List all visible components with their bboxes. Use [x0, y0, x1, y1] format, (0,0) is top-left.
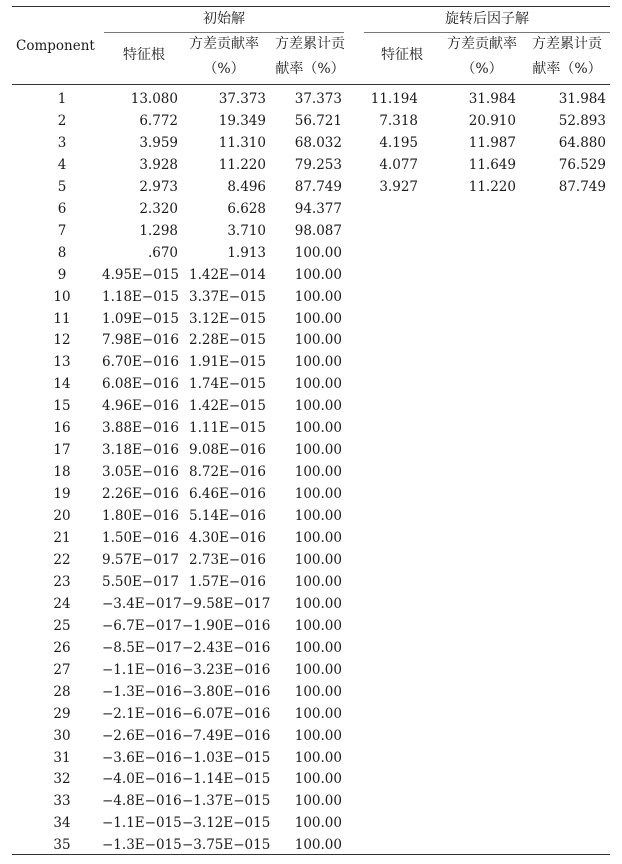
cell-cumulative: 94.377 — [294, 200, 342, 217]
cell-eigen: 3.959 — [139, 134, 178, 151]
cell-cumulative: 100.00 — [294, 837, 342, 854]
cell-eigen: 3.05E−016 — [102, 464, 179, 481]
cell-variance: 1.91E−015 — [189, 354, 266, 371]
cell-variance: −1.03E−015 — [182, 749, 271, 766]
cell-cumulative: 100.00 — [294, 398, 342, 415]
cell-eigen: 6.08E−016 — [102, 376, 179, 393]
cell-variance: 19.349 — [218, 112, 266, 129]
cell-eigen: −1.3E−015 — [102, 837, 182, 854]
cell-cumulative-rotated: 31.984 — [558, 91, 606, 107]
cell-variance: 5.14E−016 — [189, 508, 266, 525]
cell-cumulative: 68.032 — [294, 134, 342, 151]
cell-variance: 1.42E−014 — [189, 266, 266, 283]
cell-cumulative: 100.00 — [294, 749, 342, 766]
cell-cumulative: 100.00 — [294, 464, 342, 481]
cell-component: 10 — [53, 288, 71, 305]
cell-variance: 3.12E−015 — [189, 310, 266, 327]
cell-cumulative: 100.00 — [294, 486, 342, 503]
header-var-line2: （%） — [203, 61, 245, 77]
cell-variance: 8.496 — [227, 178, 266, 195]
cell-component: 23 — [53, 573, 71, 590]
cell-cumulative: 100.00 — [294, 508, 342, 525]
cell-eigen: −6.7E−017 — [102, 617, 182, 634]
header-component: Component — [16, 38, 95, 54]
header-cum-line1: 方差累计贡 — [275, 36, 345, 52]
cell-eigen: 1.80E−016 — [102, 508, 179, 525]
cell-eigen: 6.70E−016 — [102, 354, 179, 371]
cell-variance: −1.37E−015 — [182, 793, 271, 810]
cell-component: 20 — [53, 508, 71, 525]
cell-component: 19 — [53, 486, 71, 503]
cell-component: 3 — [57, 134, 67, 151]
cell-component: 1 — [57, 91, 67, 107]
cell-eigen: 9.57E−017 — [102, 551, 179, 568]
cell-cumulative: 100.00 — [294, 244, 342, 261]
cell-eigen: 3.88E−016 — [102, 420, 179, 437]
cell-component: 2 — [57, 112, 67, 129]
cell-cumulative: 100.00 — [294, 266, 342, 283]
cell-eigen: 3.928 — [139, 156, 178, 173]
header-eigen: 特征根 — [123, 47, 165, 63]
cell-cumulative: 37.373 — [294, 91, 342, 107]
cell-eigen: −1.1E−015 — [102, 815, 182, 832]
cell-cumulative-rotated: 87.749 — [558, 178, 606, 195]
cell-component: 28 — [53, 683, 71, 700]
cell-eigen: 5.50E−017 — [102, 573, 179, 590]
cell-variance-rotated: 11.649 — [468, 156, 516, 173]
cell-variance: −9.58E−017 — [182, 595, 271, 612]
cell-eigen: 1.298 — [139, 222, 178, 239]
top-rule — [12, 6, 610, 7]
cell-component: 7 — [57, 222, 67, 239]
cell-eigen: .670 — [147, 244, 178, 261]
cell-variance: 11.220 — [218, 156, 266, 173]
cell-cumulative: 100.00 — [294, 617, 342, 634]
cell-component: 22 — [53, 551, 71, 568]
cell-component: 30 — [53, 727, 71, 744]
cell-eigen: 3.18E−016 — [102, 442, 179, 459]
cell-eigen-rotated: 7.318 — [379, 112, 418, 129]
cell-component: 4 — [57, 156, 67, 173]
cell-component: 5 — [57, 178, 67, 195]
cell-component: 18 — [53, 464, 71, 481]
cell-cumulative: 100.00 — [294, 288, 342, 305]
cell-cumulative: 100.00 — [294, 815, 342, 832]
cell-variance: −2.43E−016 — [182, 639, 271, 656]
cell-cumulative: 100.00 — [294, 595, 342, 612]
cell-variance: 9.08E−016 — [189, 442, 266, 459]
cell-eigen-rotated: 11.194 — [370, 91, 418, 107]
cell-eigen-rotated: 4.195 — [379, 134, 418, 151]
cell-eigen: −2.1E−016 — [102, 705, 182, 722]
cell-variance-rotated: 11.220 — [468, 178, 516, 195]
cell-eigen: −1.1E−016 — [102, 661, 182, 678]
cell-variance: 8.72E−016 — [189, 464, 266, 481]
header-cum-line2: 献率（%） — [275, 61, 345, 77]
cell-eigen: −3.6E−016 — [102, 749, 182, 766]
cell-variance: −1.14E−015 — [182, 771, 271, 788]
cell-eigen: −1.3E−016 — [102, 683, 182, 700]
cell-cumulative: 100.00 — [294, 420, 342, 437]
cell-cumulative: 100.00 — [294, 727, 342, 744]
cell-variance: 11.310 — [218, 134, 266, 151]
cell-variance: −6.07E−016 — [182, 705, 271, 722]
header-var-rotated-line1: 方差贡献率 — [447, 36, 517, 52]
cell-variance: 3.37E−015 — [189, 288, 266, 305]
cell-cumulative: 100.00 — [294, 573, 342, 590]
cell-cumulative: 100.00 — [294, 551, 342, 568]
cell-component: 11 — [53, 310, 71, 327]
cell-cumulative: 100.00 — [294, 354, 342, 371]
cell-eigen: −8.5E−017 — [102, 639, 182, 656]
cell-eigen: 4.96E−016 — [102, 398, 179, 415]
cell-cumulative: 100.00 — [294, 332, 342, 349]
cell-cumulative: 98.087 — [294, 222, 342, 239]
cell-variance-rotated: 11.987 — [468, 134, 516, 151]
cell-variance: 6.628 — [227, 200, 266, 217]
cell-cumulative-rotated: 76.529 — [558, 156, 606, 173]
cell-component: 34 — [53, 815, 71, 832]
cell-eigen: −4.8E−016 — [102, 793, 182, 810]
header-var-line1: 方差贡献率 — [189, 36, 259, 52]
cell-component: 8 — [57, 244, 67, 261]
cell-cumulative: 100.00 — [294, 683, 342, 700]
cell-variance: 1.57E−016 — [189, 573, 266, 590]
cell-eigen: −4.0E−016 — [102, 771, 182, 788]
header-var-rotated-line2: （%） — [461, 61, 503, 77]
cell-eigen: 2.320 — [139, 200, 178, 217]
cell-eigen: 1.50E−016 — [102, 530, 179, 546]
cell-variance: 6.46E−016 — [189, 486, 266, 503]
cell-cumulative-rotated: 64.880 — [558, 134, 606, 151]
cell-component: 17 — [53, 442, 71, 459]
cell-cumulative: 100.00 — [294, 793, 342, 810]
cell-component: 31 — [53, 749, 71, 766]
cell-variance: −3.75E−015 — [182, 837, 271, 854]
cell-component: 35 — [53, 837, 71, 854]
cell-component: 13 — [53, 354, 71, 371]
cell-variance: 37.373 — [218, 91, 266, 107]
cell-variance: 2.73E−016 — [189, 551, 266, 568]
cell-cumulative: 100.00 — [294, 661, 342, 678]
cell-component: 27 — [53, 661, 71, 678]
cell-variance-rotated: 20.910 — [468, 112, 516, 129]
cell-cumulative: 56.721 — [294, 112, 342, 129]
cell-eigen: 2.26E−016 — [102, 486, 179, 503]
cell-variance: 1.42E−015 — [189, 398, 266, 415]
cell-variance: 1.11E−015 — [189, 420, 266, 437]
cell-eigen: 1.18E−015 — [102, 288, 179, 305]
cell-component: 29 — [53, 705, 71, 722]
cell-cumulative: 100.00 — [294, 771, 342, 788]
cell-variance: −3.80E−016 — [182, 683, 271, 700]
cell-variance: 1.913 — [227, 244, 266, 261]
header-cum-rotated-line2: 献率（%） — [532, 61, 602, 77]
cell-cumulative: 100.00 — [294, 376, 342, 393]
cell-variance-rotated: 31.984 — [468, 91, 516, 107]
cell-cumulative: 100.00 — [294, 530, 342, 546]
cell-component: 9 — [57, 266, 67, 283]
cell-cumulative: 79.253 — [294, 156, 342, 173]
header-cum-rotated-line1: 方差累计贡 — [532, 36, 602, 52]
cell-eigen: 6.772 — [139, 112, 178, 129]
cell-variance: −3.23E−016 — [182, 661, 271, 678]
cell-eigen: 1.09E−015 — [102, 310, 179, 327]
cell-variance: 1.74E−015 — [189, 376, 266, 393]
cell-cumulative-rotated: 52.893 — [558, 112, 606, 129]
cell-eigen: 13.080 — [130, 91, 178, 107]
cell-cumulative: 100.00 — [294, 705, 342, 722]
cell-cumulative: 100.00 — [294, 639, 342, 656]
cell-component: 6 — [57, 200, 67, 217]
cell-cumulative: 100.00 — [294, 310, 342, 327]
cell-component: 26 — [53, 639, 71, 656]
cell-component: 33 — [53, 793, 71, 810]
cell-component: 15 — [53, 398, 71, 415]
header-eigen-rotated: 特征根 — [381, 47, 423, 63]
cell-eigen: 7.98E−016 — [102, 332, 179, 349]
cell-variance: 2.28E−015 — [189, 332, 266, 349]
cell-cumulative: 87.749 — [294, 178, 342, 195]
cell-component: 21 — [53, 530, 71, 546]
cell-eigen: −2.6E−016 — [102, 727, 182, 744]
cell-variance: 3.710 — [227, 222, 266, 239]
cell-component: 25 — [53, 617, 71, 634]
group-header-rotated: 旋转后因子解 — [445, 11, 529, 27]
cell-cumulative: 100.00 — [294, 442, 342, 459]
cell-component: 32 — [53, 771, 71, 788]
cell-component: 12 — [53, 332, 71, 349]
cell-eigen: 4.95E−015 — [102, 266, 179, 283]
cell-component: 24 — [53, 595, 71, 612]
cell-variance: −1.90E−016 — [182, 617, 271, 634]
cell-component: 14 — [53, 376, 71, 393]
cell-variance: −7.49E−016 — [182, 727, 271, 744]
cell-eigen: −3.4E−017 — [102, 595, 182, 612]
cell-component: 16 — [53, 420, 71, 437]
cell-variance: 4.30E−016 — [189, 530, 266, 546]
group-header-initial: 初始解 — [203, 11, 245, 27]
header-rule — [12, 84, 610, 85]
cell-variance: −3.12E−015 — [182, 815, 271, 832]
cell-eigen: 2.973 — [139, 178, 178, 195]
cell-eigen-rotated: 3.927 — [379, 178, 418, 195]
bottom-rule — [12, 854, 610, 855]
cell-eigen-rotated: 4.077 — [379, 156, 418, 173]
